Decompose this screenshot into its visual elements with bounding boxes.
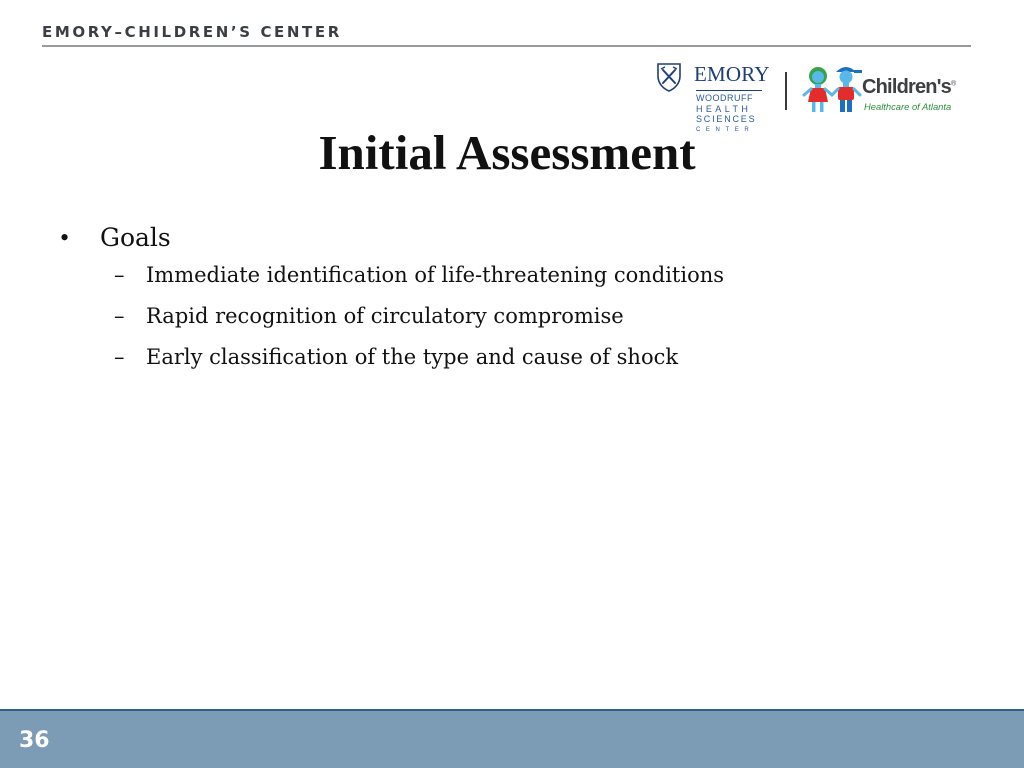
dash-marker: –: [114, 304, 125, 328]
emory-underline: [696, 90, 762, 91]
logo-separator: [785, 72, 787, 110]
childrens-wordmark: Children's®: [862, 76, 956, 98]
sub-bullet-item: [114, 263, 960, 304]
logo-group: [654, 58, 974, 132]
header-org-name: EMORY–CHILDREN’S CENTER: [42, 23, 342, 41]
sub-bullet-text: Rapid recognition of circulatory compromise: [146, 304, 624, 328]
bullet-label: Goals: [100, 223, 171, 252]
whsc-line-3: SCIENCES: [696, 114, 757, 124]
slide-title: Initial Assessment: [318, 125, 696, 180]
childrens-kids-icon: [802, 62, 864, 114]
sub-bullet-item: [114, 304, 960, 345]
whsc-line-2: HEALTH: [696, 103, 752, 114]
sub-bullet-item: [114, 345, 960, 386]
emory-wordmark: EMORY: [694, 62, 770, 86]
dash-marker: –: [114, 263, 125, 287]
emory-shield-icon: [656, 62, 682, 92]
sub-bullet-list: [114, 263, 960, 386]
whsc-line-4: CENTER: [696, 126, 755, 133]
dash-marker: –: [114, 345, 125, 369]
sub-bullet-text: Immediate identification of life-threatening conditions: [146, 263, 725, 287]
whsc-line-1: WOODRUFF: [696, 93, 753, 103]
footer-bar: [0, 709, 1024, 768]
bullet-marker: •: [60, 223, 70, 252]
page-number: 36: [19, 728, 50, 753]
slide-content: [60, 223, 960, 386]
sub-bullet-text: Early classification of the type and cause of shock: [146, 345, 679, 369]
header-divider: [42, 45, 971, 47]
childrens-tagline: Healthcare of Atlanta: [864, 101, 952, 112]
bullet-item-goals: [60, 223, 960, 253]
